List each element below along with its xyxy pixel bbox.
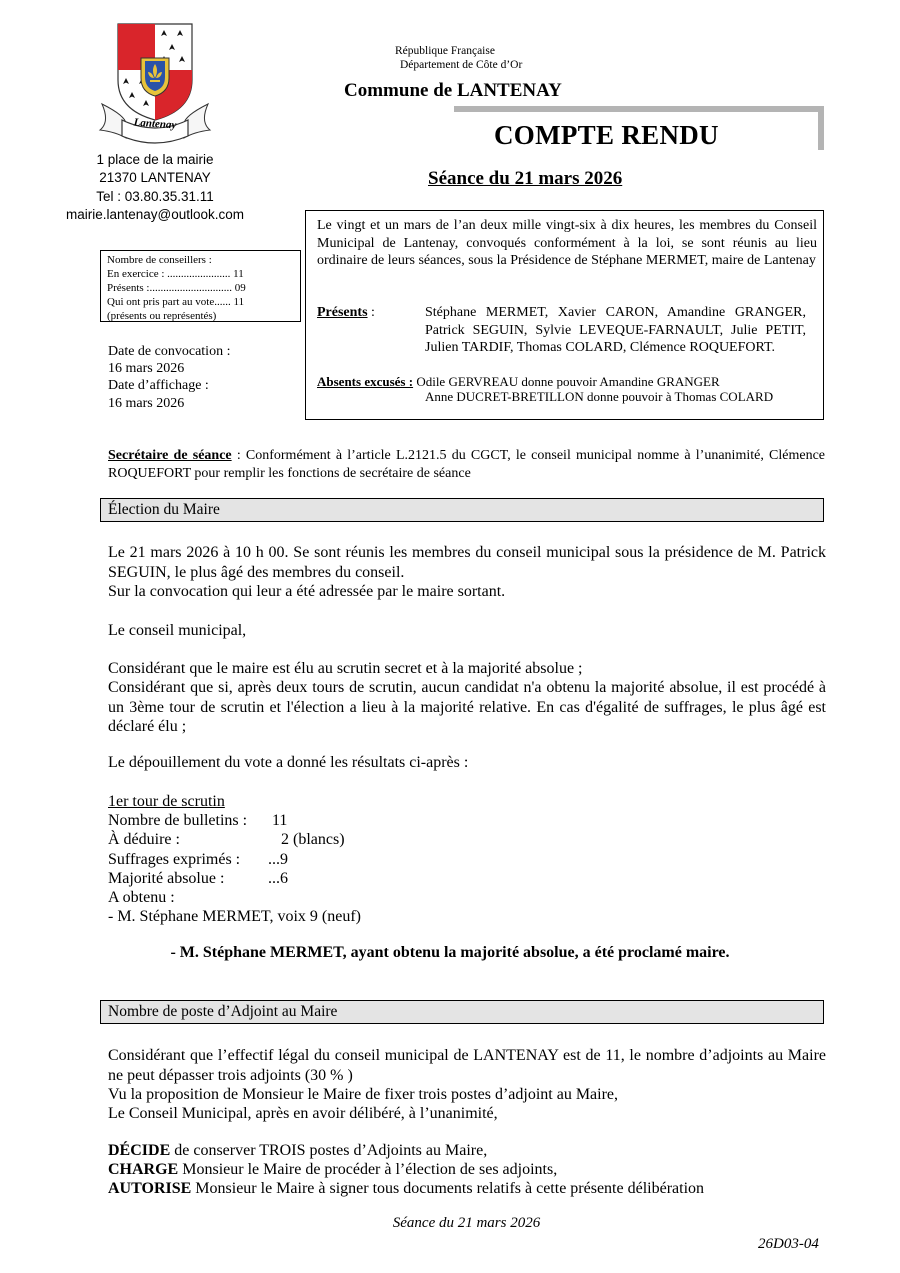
election-paragraph-4: Considérant que le maire est élu au scrutin secret et à la majorité absolue ; <box>108 660 583 677</box>
absolute-majority-value: ...6 <box>268 870 288 887</box>
deputies-paragraph-3: Le Conseil Municipal, après en avoir délibéré, à l’unanimité, <box>108 1105 498 1122</box>
present-label-line <box>317 304 375 322</box>
title-frame-top <box>454 106 824 112</box>
section-heading-election: Élection du Maire <box>100 498 824 522</box>
absolute-majority-label: Majorité absolue : <box>108 870 225 887</box>
charge-keyword: CHARGE <box>108 1161 179 1178</box>
secretary-label: Secrétaire de séance <box>108 448 232 463</box>
council-counts-box <box>100 250 301 322</box>
republic-label: République Française <box>395 45 495 57</box>
posting-label: Date d’affichage : <box>108 378 209 393</box>
attendance-box <box>305 210 824 420</box>
present-label: Présents <box>317 305 368 320</box>
absent-proxy-2: Anne DUCRET-BRETILLON donne pouvoir à Thomas COLARD <box>425 389 774 404</box>
address-email: mairie.lantenay@outlook.com <box>65 207 245 222</box>
seance-date-title: Séance du 21 mars 2026 <box>428 168 623 189</box>
election-paragraph-5: Considérant que si, après deux tours de scrutin, aucun candidat n'a obtenu la majorité absolue, il est procédé à un 3ème tour de scrutin et l'élection a lieu à la majorité relative. En cas d'égalité de suffrages, le plus âgé est déclaré élu ; <box>108 679 826 735</box>
election-paragraph-6: Le dépouillement du vote a donné les résultats ci-après : <box>108 754 469 771</box>
convocation-date: 16 mars 2026 <box>108 361 185 376</box>
secretary-text: : Conformément à l’article L.2121.5 du CGCT, le conseil municipal nomme à l’unanimité, Clémence ROQUEFORT pour remplir les fonctions de secrétaire de séance <box>108 448 825 481</box>
address-line-1: 1 place de la mairie <box>96 152 214 167</box>
decide-text: de conserver TROIS postes d’Adjoints au Maire, <box>170 1142 488 1159</box>
election-paragraph-3: Le conseil municipal, <box>108 622 247 639</box>
department-label: Département de Côte d’Or <box>400 59 523 71</box>
obtained-label: A obtenu : <box>108 889 175 906</box>
counts-in-office: En exercice : ....................... 11 <box>107 268 244 280</box>
ballots-value: 11 <box>272 812 288 829</box>
decision-charge <box>108 1160 557 1180</box>
ballot-round-label: 1er tour de scrutin <box>108 793 225 810</box>
convocation-label: Date de convocation : <box>108 344 231 359</box>
title-frame-right <box>818 106 824 150</box>
mayor-proclaimed: - M. Stéphane MERMET, ayant obtenu la majorité absolue, a été proclamé maire. <box>170 944 730 961</box>
obtained-result: - M. Stéphane MERMET, voix 9 (neuf) <box>108 908 361 925</box>
posting-date: 16 mars 2026 <box>108 396 185 411</box>
decide-keyword: DÉCIDE <box>108 1142 171 1159</box>
autorise-text: Monsieur le Maire à signer tous documents relatifs à cette présente délibération <box>191 1180 705 1197</box>
expressed-votes-value: ...9 <box>268 851 288 868</box>
deputies-paragraph-2: Vu la proposition de Monsieur le Maire de fixer trois postes d’adjoint au Maire, <box>108 1086 619 1103</box>
ballots-label: Nombre de bulletins : <box>108 812 248 829</box>
charge-text: Monsieur le Maire de procéder à l’élection de ses adjoints, <box>178 1161 558 1178</box>
expressed-votes-label: Suffrages exprimés : <box>108 851 241 868</box>
document-title: COMPTE RENDU <box>494 120 719 150</box>
address-line-2: 21370 LANTENAY <box>99 170 211 185</box>
attendance-intro: Le vingt et un mars de l’an deux mille vingt-six à dix heures, les membres du Conseil Municipal de Lantenay, convoqués conformément à la loi, se sont réunis au lieu ordinaire de leurs séances, sous la Présidence de Stéphane MERMET, maire de Lantenay <box>317 218 817 268</box>
decision-decide <box>108 1141 487 1161</box>
commune-name: Commune de LANTENAY <box>344 80 562 101</box>
absent-proxy-1: Odile GERVREAU donne pouvoir Amandine GRANGER <box>413 374 720 389</box>
footer-reference: 26D03-04 <box>758 1236 819 1252</box>
address-phone: Tel : 03.80.35.31.11 <box>96 189 214 204</box>
autorise-keyword: AUTORISE <box>108 1180 192 1197</box>
election-paragraph-2: Sur la convocation qui leur a été adressée par le maire sortant. <box>108 583 506 600</box>
decision-autorise <box>108 1179 704 1199</box>
footer-seance-date: Séance du 21 mars 2026 <box>392 1215 541 1231</box>
election-paragraph-1: Le 21 mars 2026 à 10 h 00. Se sont réunis les membres du conseil municipal sous la présidence de M. Patrick SEGUIN, le plus âgé des membres du conseil. <box>108 544 826 581</box>
counts-present: Présents :.............................. 09 <box>107 282 246 294</box>
section-heading-deputies: Nombre de poste d’Adjoint au Maire <box>100 1000 824 1024</box>
deduct-label: À déduire : <box>108 831 180 848</box>
secretary-paragraph <box>108 447 825 482</box>
counts-title: Nombre de conseillers : <box>107 254 212 266</box>
deputies-paragraph-1: Considérant que l’effectif légal du conseil municipal de LANTENAY est de 11, le nombre d’adjoints au Maire ne peut dépasser trois adjoints (30 % ) <box>108 1047 826 1084</box>
absent-label: Absents excusés : <box>317 374 414 389</box>
deduct-value: 2 (blancs) <box>281 831 345 848</box>
present-names: Stéphane MERMET, Xavier CARON, Amandine GRANGER, Patrick SEGUIN, Sylvie LEVEQUE-FARNAULT, Julie PETIT, Julien TARDIF, Thomas COLARD, Clémence ROQUEFORT. <box>425 305 806 355</box>
crest-motto: Lantenay <box>133 116 177 132</box>
counts-voting: Qui ont pris part au vote...... 11 <box>107 296 245 308</box>
commune-crest <box>96 20 214 145</box>
present-separator: : <box>367 305 375 320</box>
counts-note: (présents ou représentés) <box>107 310 217 322</box>
